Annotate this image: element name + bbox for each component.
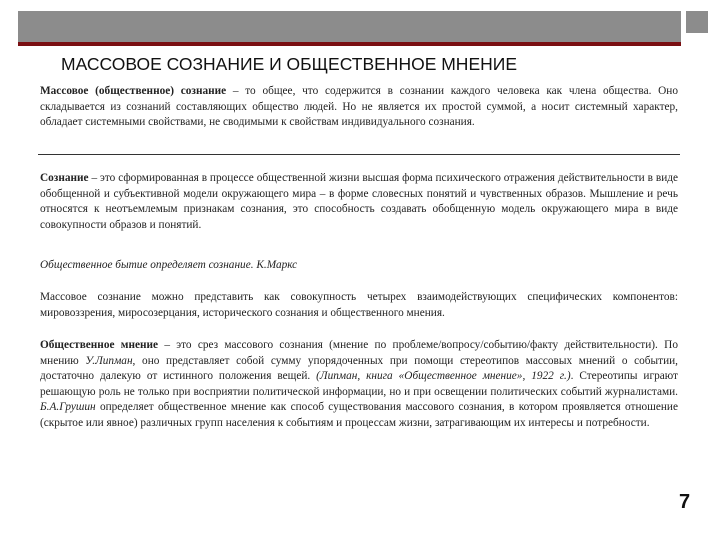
term-consciousness: Сознание: [40, 172, 89, 184]
page-number: 7: [679, 491, 691, 513]
text-part: определяет общественное мнение как способ существования массового сознания, в котором проявляется отношение (скрытое или явное) различных групп населения к событиям и процессам жизни, затрагивающим их интересы и потребности.: [40, 401, 678, 429]
quote-text: Общественное бытие определяет сознание. К.Маркс: [40, 259, 298, 271]
accent-line: [18, 42, 681, 46]
definition-text: – то общее, что содержится в сознании каждого человека как члена общества. Оно складывается из сознаний составляющих общество людей. Но не является их простой суммой, а носит системный характер, обладает системными свойствами, не сводимыми к свойствам индивидуального сознания.: [40, 85, 678, 129]
slide-title: МАССОВОЕ СОЗНАНИЕ И ОБЩЕСТВЕННОЕ МНЕНИЕ: [61, 54, 518, 74]
definition-public-opinion: [40, 338, 678, 432]
book-reference: (Липман, книга «Общественное мнение», 1922 г.): [316, 370, 571, 383]
text-part: – это срез массового сознания (мнение по проблеме/вопросу/событию/факту действительности). По мнению: [40, 339, 678, 367]
definition-mass-consciousness: [40, 84, 678, 131]
term-public-opinion: Общественное мнение: [40, 339, 159, 351]
header-bar: [18, 11, 681, 42]
author-grushin: Б.А.Грушин: [40, 401, 96, 414]
components-text: Массовое сознание можно представить как совокупность четырех взаимодействующих специфических компонентов: мировоззрения, миросозерцания, исторического сознания и общественного мнения.: [40, 291, 678, 319]
term-mass-consciousness: Массовое (общественное) сознание: [40, 85, 227, 97]
definition-text: – это сформированная в процессе общественной жизни высшая форма психического отражения действительности в виде обобщенной и субъективной модели окружающего мира – в форме словесных понятий и чувственных образов. Мышление и речь относятся к неотъемлемым признакам сознания, это способность создавать обобщенную модель окружающего мира в виде совокупности образов и понятий.: [40, 172, 678, 231]
author-lippmann: У.Липман: [85, 354, 133, 367]
text-part: , оно представляет собой сумму упорядоченных при помощи стереотипов массовых мнений о событии, достаточно далекую от истинного положения вещей.: [40, 354, 678, 383]
text-part: . Стереотипы играют решающую роль не только при восприятии политической информации, но и при освещении политических событий журналистами.: [40, 370, 678, 398]
corner-square: [686, 11, 708, 33]
definition-consciousness: [40, 171, 678, 233]
components-paragraph: [40, 290, 678, 321]
marx-quote: [40, 258, 678, 274]
divider: [38, 154, 680, 155]
